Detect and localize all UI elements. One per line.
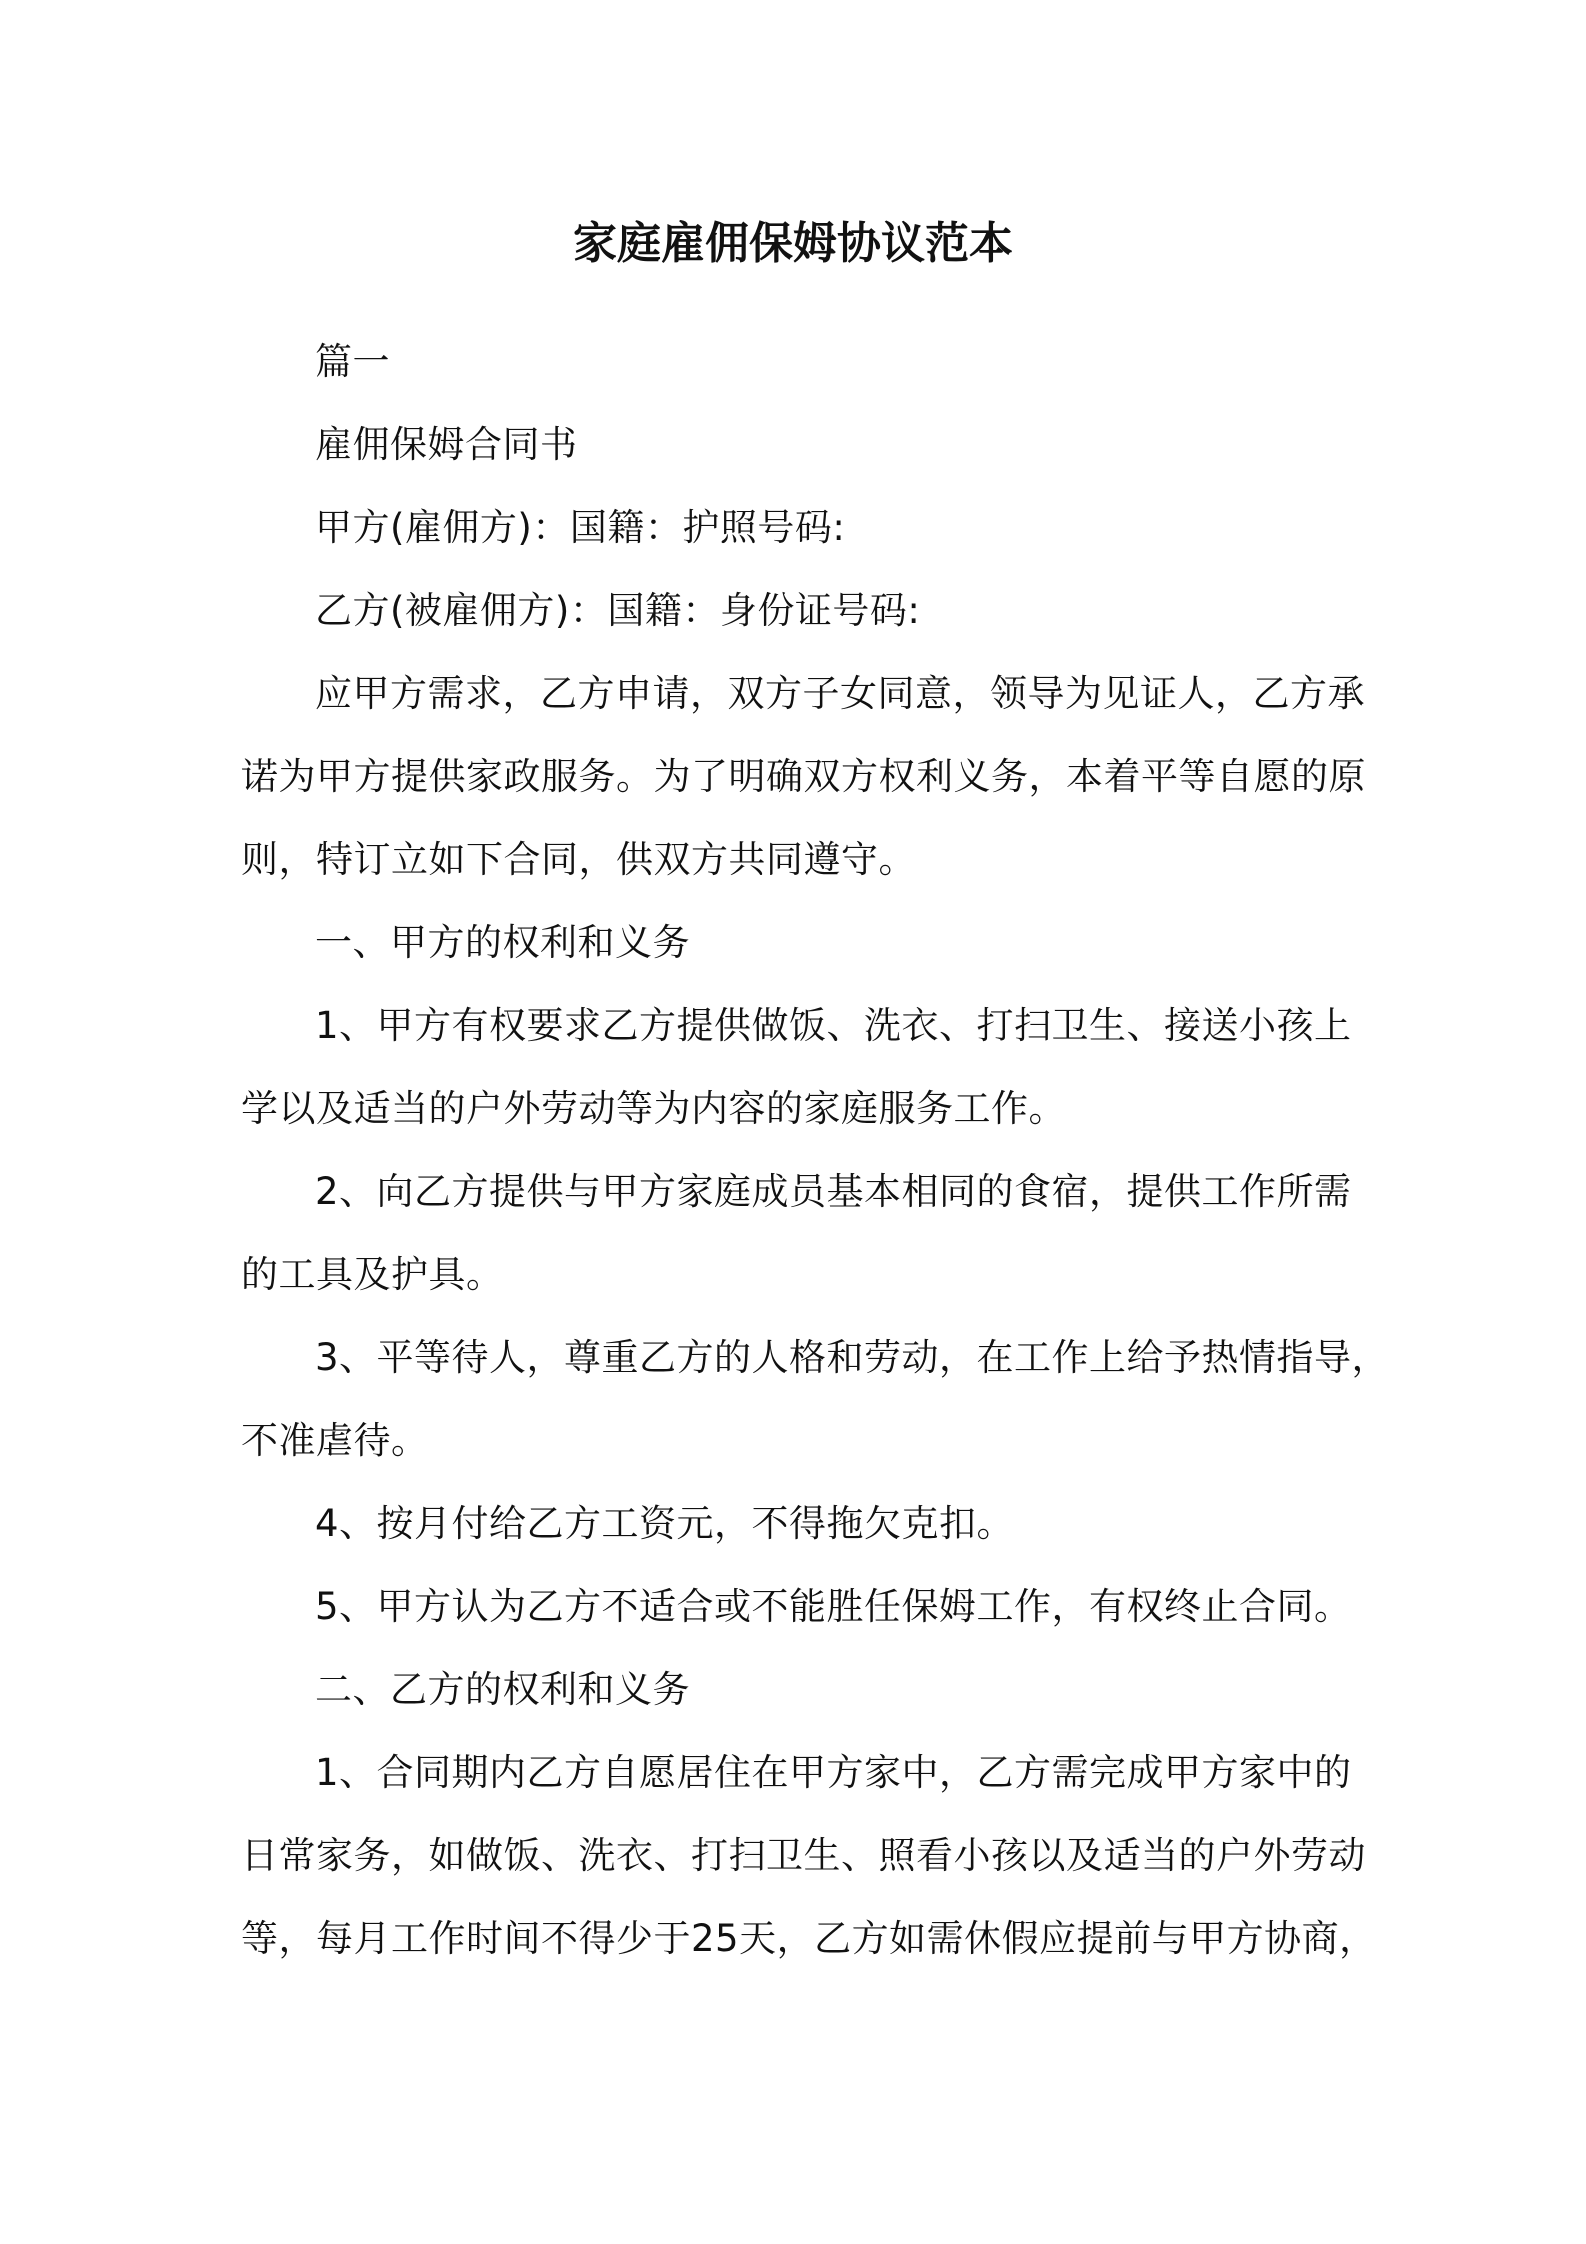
section-heading-party-a (241, 901, 1356, 984)
text-line: 二、乙方的权利和义务 (315, 1668, 690, 1711)
party-a-line (241, 486, 1356, 569)
document-body (241, 320, 1390, 1980)
text-line: 乙方(被雇佣方)：国籍：身份证号码: (315, 589, 921, 632)
clause-a-2 (241, 1150, 1356, 1316)
text-line: 甲方(雇佣方)：国籍：护照号码: (315, 506, 846, 549)
clause-a-4 (241, 1482, 1356, 1565)
document-title: 家庭雇佣保姆协议范本 (573, 218, 1013, 269)
party-b-line (241, 569, 1356, 652)
clause-a-3 (241, 1316, 1390, 1482)
text-line: 1、合同期内乙方自愿居住在甲方家中，乙方需完成甲方家中的 (315, 1751, 1352, 1794)
contract-heading (241, 403, 1356, 486)
text-line: 2、向乙方提供与甲方家庭成员基本相同的食宿，提供工作所需 (315, 1170, 1352, 1213)
text-line: 4、按月付给乙方工资元，不得拖欠克扣。 (315, 1502, 1015, 1545)
clause-b-1 (241, 1731, 1377, 1980)
intro-paragraph (241, 652, 1366, 901)
text-line: 的工具及护具。 (241, 1253, 504, 1296)
text-line: 等，每月工作时间不得少于25天，乙方如需休假应提前与甲方协商， (241, 1917, 1377, 1960)
section-label (241, 320, 1356, 403)
section-heading-party-b (241, 1648, 1356, 1731)
text-line: 5、甲方认为乙方不适合或不能胜任保姆工作，有权终止合同。 (315, 1585, 1352, 1628)
clause-a-5 (241, 1565, 1356, 1648)
text-line: 日常家务，如做饭、洗衣、打扫卫生、照看小孩以及适当的户外劳动 (241, 1834, 1366, 1877)
text-line: 3、平等待人，尊重乙方的人格和劳动，在工作上给予热情指导， (315, 1336, 1390, 1379)
text-line: 则，特订立如下合同，供双方共同遵守。 (241, 838, 916, 881)
text-line: 不准虐待。 (241, 1419, 429, 1462)
text-line: 学以及适当的户外劳动等为内容的家庭服务工作。 (241, 1087, 1066, 1130)
text-line: 应甲方需求，乙方申请，双方子女同意，领导为见证人，乙方承 (315, 672, 1365, 715)
text-line: 诺为甲方提供家政服务。为了明确双方权利义务，本着平等自愿的原 (241, 755, 1366, 798)
text-line: 一、甲方的权利和义务 (315, 921, 690, 964)
text-line: 1、甲方有权要求乙方提供做饭、洗衣、打扫卫生、接送小孩上 (315, 1004, 1352, 1047)
text-line: 篇一 (315, 340, 390, 383)
text-line: 雇佣保姆合同书 (315, 423, 578, 466)
clause-a-1 (241, 984, 1356, 1150)
